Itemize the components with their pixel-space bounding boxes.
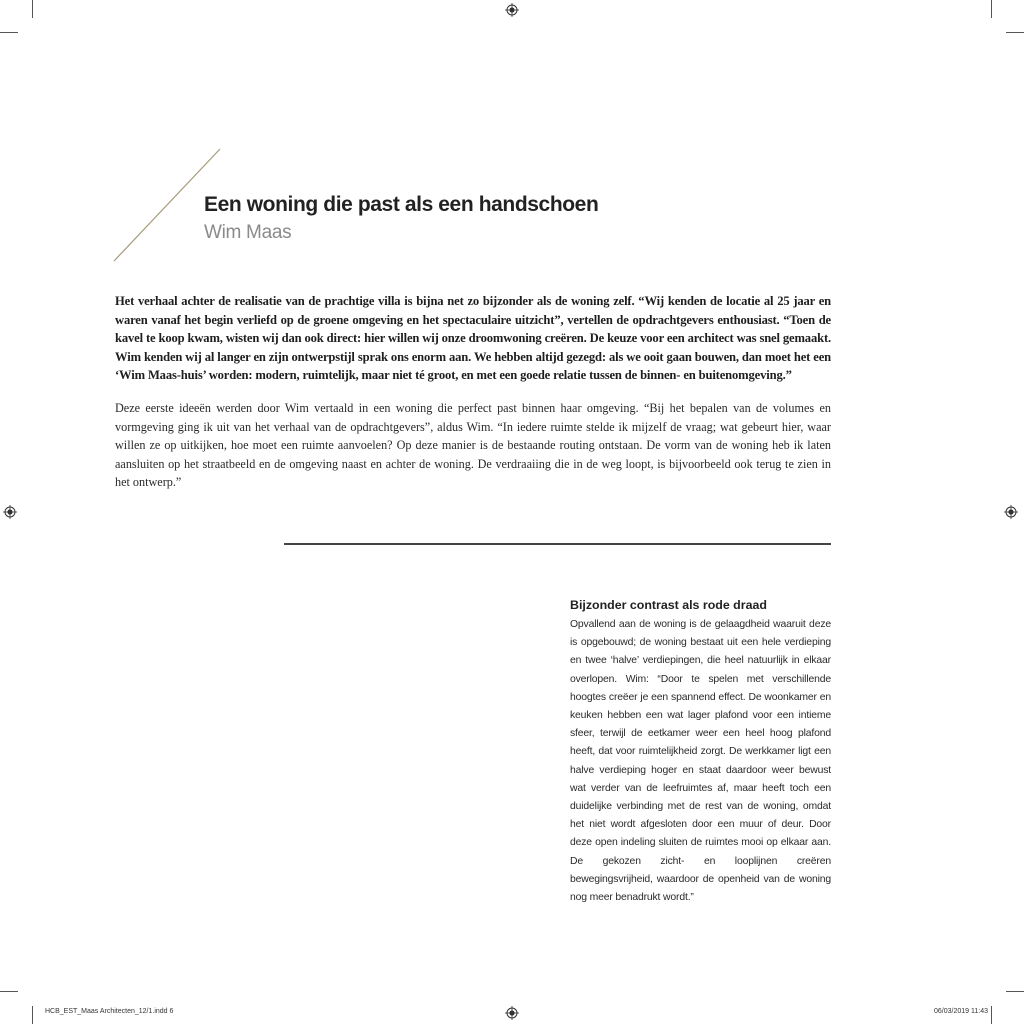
crop-mark-bottom-right <box>991 1006 992 1024</box>
article-author: Wim Maas <box>204 222 292 243</box>
registration-mark-top-icon <box>505 3 519 17</box>
registration-mark-left-icon <box>3 505 17 519</box>
registration-mark-bottom-icon <box>505 1006 519 1020</box>
crop-mark-top-right <box>991 0 992 18</box>
sidebar-body: Opvallend aan de woning is de gelaagdheid waaruit deze is opgebouwd; de woning bestaat uit een hele verdieping en twee ‘halve’ verdiepingen, die heel natuurlijk in elkaar overlopen. Wim: “Door te spelen met verschillende hoogtes creëer je een spannend effect. De woonkamer en keuken hebben een wat lager plafond voor een intieme sfeer, terwijl de eetkamer weer een heel hoog plafond heeft, dat voor ruimtelijkheid zorgt. De werkkamer ligt een halve verdieping hoger en staat daardoor weer bewust wat verder van de leefruimtes af, maar heeft toch een duidelijke verbinding met de rest van de woning, omdat het niet wordt afgesloten door een muur of deur. Door deze open indeling sluiten de ruimtes mooi op elkaar aan. De gekozen zicht- en looplijnen creëren bewegingsvrijheid, waardoor de openheid van de woning nog meer benadrukt wordt.” <box>570 619 831 904</box>
registration-mark-right-icon <box>1004 505 1018 519</box>
sidebar-heading: Bijzonder contrast als rode draad <box>570 598 767 612</box>
crop-mark-bottom-left <box>32 1006 33 1024</box>
crop-mark-bottom-left-h <box>0 991 18 992</box>
footer-timestamp: 06/03/2019 11:43 <box>934 1008 988 1015</box>
footer-file-info: HCB_EST_Maas Architecten_12/1.indd 6 <box>45 1008 174 1015</box>
section-divider <box>284 543 831 545</box>
crop-mark-bottom-right-h <box>1006 991 1024 992</box>
article-intro: Het verhaal achter de realisatie van de prachtige villa is bijna net zo bijzonder als de woning zelf. “Wij kenden de locatie al 25 jaar en waren vanaf het begin verliefd op de groene omgeving en het spectaculaire uitzicht”, vertellen de opdrachtgevers enthousiast. “Toen de kavel te koop kwam, wisten wij dan ook direct: hier willen wij onze droomwoning creëren. De keuze voor een architect was snel gemaakt. Wim kenden wij al langer en zijn ontwerpstijl sprak ons enorm aan. We hebben altijd gezegd: als we ooit gaan bouwen, dan moet het een ‘Wim Maas-huis’ worden: modern, ruimtelijk, maar niet té groot, en met een goede relatie tussen de binnen- en buitenomgeving.” <box>115 294 831 382</box>
article-body: Deze eerste ideeën werden door Wim vertaald in een woning die perfect past binnen haar omgeving. “Bij het bepalen van de volumes en vormgeving ging ik uit van het verhaal van de opdrachtgevers”, aldus Wim. “In iedere ruimte stelde ik mijzelf de vraag; wat gebeurt hier, waar willen ze op uitkijken, hoe moet een ruimte aanvoelen? Op deze manier is de bestaande routing ontstaan. De vorm van de woning heb ik laten aansluiten op het straatbeeld en de omgeving naast en achter de woning. De verdraaiing die in de weg loopt, is bijvoorbeeld ook terug te zien in het ontwerp.” <box>115 401 831 490</box>
article-title: Een woning die past als een handschoen <box>204 193 599 216</box>
crop-mark-top-right-h <box>1006 32 1024 33</box>
